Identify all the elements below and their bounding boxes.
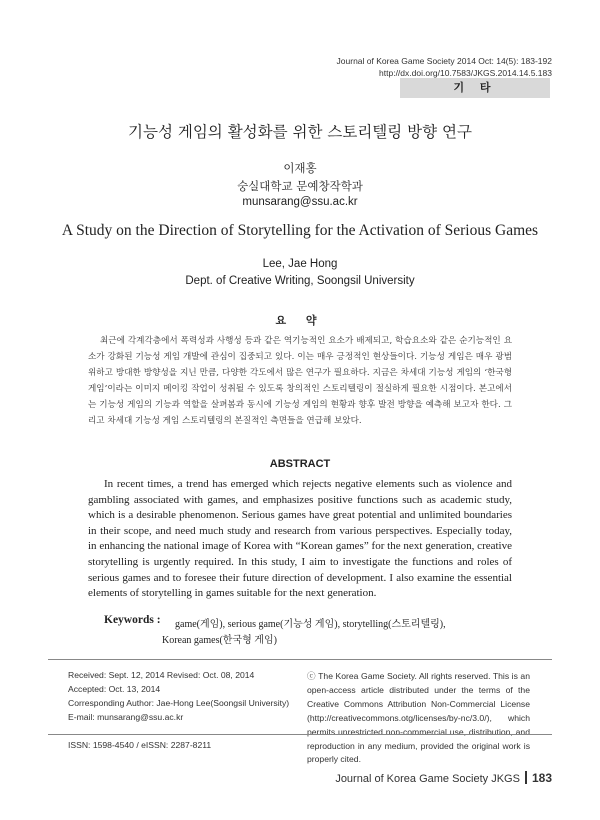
- received-revised-dates: Received: Sept. 12, 2014 Revised: Oct. 08, 2014: [68, 670, 255, 680]
- paper-title-korean: 기능성 게임의 활성화를 위한 스토리텔링 방향 연구: [128, 123, 472, 141]
- page-number: 183: [531, 771, 552, 785]
- english-abstract-heading: ABSTRACT: [269, 458, 331, 470]
- category-label: 기 타: [400, 78, 550, 98]
- keywords-line-2: Korean games(한국형 게임): [162, 635, 277, 646]
- paper-title-english: A Study on the Direction of Storytelling for the Activation of Serious Games: [61, 222, 539, 239]
- doi-link[interactable]: http://dx.doi.org/10.7583/JKGS.2014.14.5.183: [379, 68, 552, 78]
- author-email[interactable]: munsarang@ssu.ac.kr: [242, 196, 358, 208]
- author-english: Lee, Jae Hong: [262, 258, 338, 270]
- author-korean: 이재홍: [283, 161, 317, 175]
- keywords-line-1: game(게임), serious game(기능성 게임), storytelling(스토리텔링),: [175, 619, 446, 630]
- footnote-divider-top: [48, 659, 552, 660]
- footer-journal-name: Journal of Korea Game Society JKGS: [335, 773, 520, 785]
- page-footer: [335, 771, 552, 785]
- footer-separator: [525, 771, 527, 784]
- keywords-label: Keywords :: [104, 614, 161, 626]
- affiliation-korean: 숭실대학교 문예창작학과: [237, 179, 363, 193]
- footnote-divider-bottom: [48, 734, 552, 735]
- corresponding-author: Corresponding Author: Jae-Hong Lee(Soongsil University): [68, 698, 290, 708]
- license-notice: ⓒ The Korea Game Society. All rights reserved. This is an open-access article distributed under the terms of the Creative Commons Attribution Non-Commercial License (http://creativecommons.otg/licenses/by-nc/3.0/), which permits unrestricted non-commercial use, distribution, and reproduction in any medium, provided the original work is properly cited.: [307, 671, 530, 765]
- affiliation-english: Dept. of Creative Writing, Soongsil University: [185, 275, 415, 287]
- journal-citation: Journal of Korea Game Society 2014 Oct: 14(5): 183-192: [336, 56, 552, 66]
- accepted-date: Accepted: Oct. 13, 2014: [68, 684, 161, 694]
- corresponding-email[interactable]: E-mail: munsarang@ssu.ac.kr: [68, 712, 184, 722]
- korean-abstract-heading: 요 약: [275, 314, 325, 327]
- korean-abstract-body: 최근에 각계각층에서 폭력성과 사행성 등과 같은 역기능적인 요소가 배제되고, 학습요소와 같은 순기능적인 요소가 강화된 기능성 게임 개발에 관심이 집중되고 있다. 이는 매우 긍정적인 현상들이다. 기능성 게임은 매우 광범위하고 방대한 방향성을 지닌 만큼, 다양한 각도에서 많은 연구가 필요하다. 지금은 차세대 기능성 게임의 ‘한국형 게임’이라는 이미지 메이킹 작업이 성취될 수 있도록 창의적인 스토리텔링이 절실하게 필요한 시점이다. 본고에서는 기능성 게임의 기능과 역할을 살펴봄과 동시에 기능성 게임의 현황과 향후 발전 방향을 예측해 보고자 한다. 그리고 차세대 기능성 게임 스토리텔링의 본질적인 측면들을 연급해 보았다.: [88, 336, 512, 427]
- english-abstract-body: In recent times, a trend has emerged which rejects negative elements such as violence and gambling associated with games, and emphasizes positive functions such as academic study, which is a desirable phenomenon. Serious games have great potential and unlimited boundaries in their scope, and need much study and research from various perspectives. Especially today, in enhancing the national image of Korea with “Korean games” for the next generation, creative storytelling is urgently required. In this study, I aim to investigate the functions and roles of serious games and to foresee their future direction of development. I also examine the essential elements of storytelling in games suitable for the next generation.: [88, 478, 512, 600]
- issn-numbers: ISSN: 1598-4540 / eISSN: 2287-8211: [68, 740, 212, 750]
